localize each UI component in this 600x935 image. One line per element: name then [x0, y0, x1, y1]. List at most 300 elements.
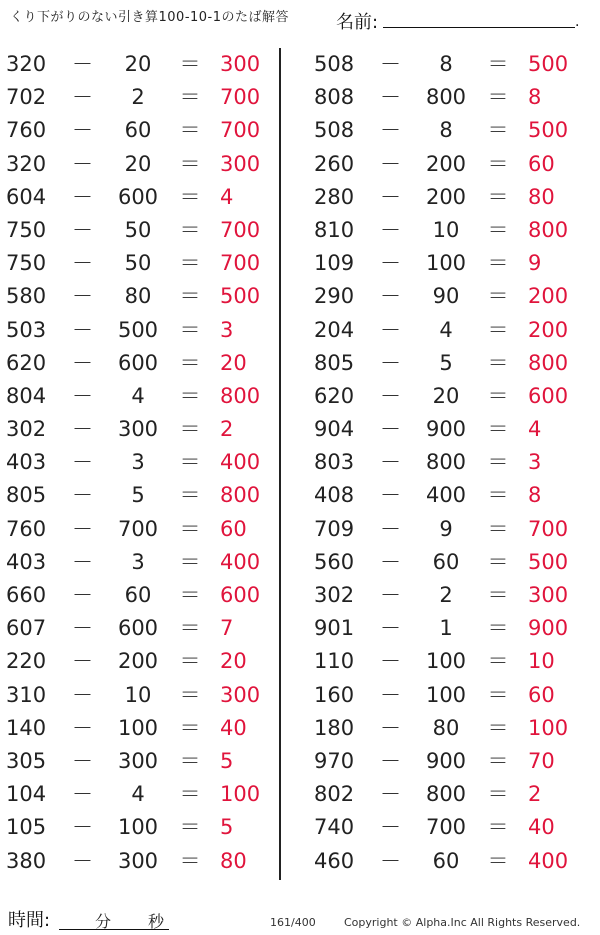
seconds-label: 秒 [148, 912, 165, 931]
equals-sign: ＝ [179, 52, 201, 76]
answer: 600 [220, 583, 261, 607]
minuend: 901 [314, 616, 355, 641]
problem-row [308, 712, 578, 745]
equals-sign: ＝ [179, 217, 201, 242]
equals-sign: ＝ [179, 583, 201, 607]
problem-row [308, 280, 578, 313]
subtrahend: 3 [131, 450, 145, 475]
equals-sign: ＝ [179, 682, 201, 707]
subtrahend: 8 [439, 118, 453, 143]
equals-sign: ＝ [487, 118, 509, 143]
minuend: 305 [6, 748, 47, 773]
subtrahend: 8 [439, 52, 453, 76]
answer: 70 [528, 748, 555, 773]
problem-row [308, 214, 578, 247]
equals-sign: ＝ [487, 184, 509, 209]
answer: 700 [220, 217, 261, 242]
minus-sign: － [72, 549, 93, 574]
answer: 60 [220, 516, 247, 541]
equals-sign: ＝ [487, 848, 509, 873]
problem-row [308, 181, 578, 214]
subtrahend: 100 [117, 815, 159, 840]
equals-sign: ＝ [487, 317, 509, 342]
problem-row [308, 811, 578, 844]
problem-row [308, 745, 578, 778]
equals-sign: ＝ [487, 715, 509, 740]
answer: 2 [528, 782, 542, 807]
minuend: 508 [314, 52, 355, 76]
subtrahend: 4 [439, 317, 453, 342]
minus-sign: － [72, 184, 93, 209]
equals-sign: ＝ [179, 450, 201, 475]
minuend: 104 [6, 782, 47, 807]
equals-sign: ＝ [179, 251, 201, 276]
minus-sign: － [72, 815, 93, 840]
equals-sign: ＝ [487, 85, 509, 110]
equals-sign: ＝ [487, 649, 509, 674]
problem-row [0, 579, 270, 612]
answer: 700 [528, 516, 569, 541]
problem-row [0, 845, 270, 878]
problem-row [0, 380, 270, 413]
minus-sign: － [72, 118, 93, 143]
minus-sign: － [380, 583, 401, 607]
minuend: 560 [314, 549, 355, 574]
problem-row [0, 181, 270, 214]
subtrahend: 600 [117, 616, 159, 641]
equals-sign: ＝ [487, 782, 509, 807]
subtrahend: 60 [432, 848, 460, 873]
equals-sign: ＝ [487, 682, 509, 707]
subtrahend: 60 [124, 583, 152, 607]
answer: 4 [528, 417, 542, 442]
subtrahend: 100 [425, 251, 467, 276]
minuend: 970 [314, 748, 355, 773]
minus-sign: － [72, 383, 93, 408]
subtrahend: 50 [124, 217, 152, 242]
minuend: 803 [314, 450, 355, 475]
subtrahend: 300 [117, 417, 159, 442]
problem-row [0, 778, 270, 811]
subtrahend: 4 [131, 782, 145, 807]
minus-sign: － [72, 782, 93, 807]
answer: 40 [220, 715, 247, 740]
problem-row [308, 479, 578, 512]
minuend: 805 [6, 483, 47, 508]
equals-sign: ＝ [179, 118, 201, 143]
problem-row [0, 81, 270, 114]
answer: 5 [220, 748, 234, 773]
answer: 800 [220, 483, 261, 508]
minus-sign: － [72, 450, 93, 475]
minuend: 760 [6, 516, 47, 541]
minuend: 904 [314, 417, 355, 442]
answer: 60 [528, 151, 555, 176]
answer: 500 [220, 284, 261, 309]
minus-sign: － [380, 450, 401, 475]
subtrahend: 10 [432, 217, 460, 242]
subtrahend: 100 [117, 715, 159, 740]
answer: 300 [220, 52, 261, 76]
problem-row [308, 48, 578, 81]
problem-row [0, 114, 270, 147]
equals-sign: ＝ [487, 350, 509, 375]
problem-row [308, 314, 578, 347]
subtrahend: 60 [432, 549, 460, 574]
minuend: 105 [6, 815, 47, 840]
minus-sign: － [72, 616, 93, 641]
name-field-line[interactable] [383, 27, 575, 28]
subtrahend: 300 [117, 848, 159, 873]
problem-row [0, 280, 270, 313]
equals-sign: ＝ [179, 383, 201, 408]
answer: 4 [220, 184, 234, 209]
minus-sign: － [72, 483, 93, 508]
minus-sign: － [380, 516, 401, 541]
minuend: 805 [314, 350, 355, 375]
problem-row [308, 413, 578, 446]
subtrahend: 60 [124, 118, 152, 143]
subtrahend: 200 [425, 184, 467, 209]
problem-row [0, 214, 270, 247]
problem-row [0, 712, 270, 745]
problem-row [308, 778, 578, 811]
problem-row [308, 81, 578, 114]
problem-row [0, 645, 270, 678]
minuend: 804 [6, 383, 47, 408]
left-problem-column [0, 48, 270, 878]
problem-row [0, 314, 270, 347]
equals-sign: ＝ [487, 748, 509, 773]
answer: 200 [528, 284, 569, 309]
answer: 800 [220, 383, 261, 408]
answer: 300 [528, 583, 569, 607]
subtrahend: 3 [131, 549, 145, 574]
minus-sign: － [380, 85, 401, 110]
equals-sign: ＝ [179, 848, 201, 873]
minus-sign: － [72, 715, 93, 740]
minus-sign: － [72, 251, 93, 276]
problem-row [0, 148, 270, 181]
equals-sign: ＝ [487, 284, 509, 309]
equals-sign: ＝ [487, 616, 509, 641]
problem-row [308, 513, 578, 546]
minuend: 160 [314, 682, 355, 707]
minus-sign: － [72, 151, 93, 176]
equals-sign: ＝ [179, 782, 201, 807]
equals-sign: ＝ [487, 52, 509, 76]
minuend: 740 [314, 815, 355, 840]
problem-row [308, 612, 578, 645]
answer: 500 [528, 52, 569, 76]
minus-sign: － [380, 217, 401, 242]
subtrahend: 200 [117, 649, 159, 674]
minuend: 180 [314, 715, 355, 740]
subtrahend: 50 [124, 251, 152, 276]
minus-sign: － [380, 815, 401, 840]
answer: 8 [528, 483, 542, 508]
minuend: 508 [314, 118, 355, 143]
subtrahend: 500 [117, 317, 159, 342]
equals-sign: ＝ [179, 715, 201, 740]
minuend: 140 [6, 715, 47, 740]
minuend: 604 [6, 184, 47, 209]
subtrahend: 5 [439, 350, 453, 375]
problem-row [0, 612, 270, 645]
minus-sign: － [72, 317, 93, 342]
equals-sign: ＝ [487, 483, 509, 508]
equals-sign: ＝ [487, 251, 509, 276]
minus-sign: － [72, 217, 93, 242]
minuend: 460 [314, 848, 355, 873]
minus-sign: － [380, 350, 401, 375]
minuend: 660 [6, 583, 47, 607]
answer: 300 [220, 682, 261, 707]
minus-sign: － [72, 748, 93, 773]
minus-sign: － [72, 682, 93, 707]
subtrahend: 900 [425, 417, 467, 442]
equals-sign: ＝ [179, 85, 201, 110]
answer: 80 [528, 184, 555, 209]
minus-sign: － [380, 417, 401, 442]
subtrahend: 700 [117, 516, 159, 541]
problem-row [0, 546, 270, 579]
problem-row [308, 148, 578, 181]
subtrahend: 800 [425, 450, 467, 475]
problem-row [308, 546, 578, 579]
minus-sign: － [72, 284, 93, 309]
answer: 100 [220, 782, 261, 807]
minus-sign: － [380, 649, 401, 674]
answer: 800 [528, 217, 569, 242]
answer: 20 [220, 350, 247, 375]
answer: 700 [220, 251, 261, 276]
minus-sign: － [380, 782, 401, 807]
problem-row [308, 380, 578, 413]
problem-row [0, 347, 270, 380]
minuend: 403 [6, 549, 47, 574]
equals-sign: ＝ [179, 649, 201, 674]
equals-sign: ＝ [179, 417, 201, 442]
minuend: 750 [6, 251, 47, 276]
answer: 9 [528, 251, 542, 276]
equals-sign: ＝ [179, 284, 201, 309]
minus-sign: － [72, 350, 93, 375]
minus-sign: － [380, 317, 401, 342]
minus-sign: － [380, 682, 401, 707]
worksheet-title: くり下がりのない引き算100-10-1のたば解答 [10, 10, 290, 25]
page-number: 161/400 [270, 916, 316, 929]
subtrahend: 600 [117, 350, 159, 375]
minuend: 750 [6, 217, 47, 242]
problem-row [0, 679, 270, 712]
problem-row [0, 48, 270, 81]
copyright-notice: Copyright © Alpha.Inc All Rights Reserved. [344, 916, 581, 929]
minuend: 709 [314, 516, 355, 541]
minutes-label: 分 [95, 912, 112, 931]
right-problem-column [308, 48, 578, 878]
answer: 400 [220, 450, 261, 475]
minus-sign: － [380, 251, 401, 276]
problem-row [0, 446, 270, 479]
subtrahend: 9 [439, 516, 453, 541]
answer: 100 [528, 715, 569, 740]
minus-sign: － [380, 483, 401, 508]
answer: 7 [220, 616, 234, 641]
answer: 500 [528, 118, 569, 143]
minus-sign: － [380, 184, 401, 209]
answer: 400 [220, 549, 261, 574]
equals-sign: ＝ [487, 815, 509, 840]
equals-sign: ＝ [487, 583, 509, 607]
equals-sign: ＝ [179, 616, 201, 641]
answer: 60 [528, 682, 555, 707]
equals-sign: ＝ [487, 151, 509, 176]
subtrahend: 600 [117, 184, 159, 209]
minuend: 810 [314, 217, 355, 242]
answer: 700 [220, 118, 261, 143]
minus-sign: － [72, 52, 93, 76]
minus-sign: － [380, 151, 401, 176]
minus-sign: － [72, 417, 93, 442]
answer: 400 [528, 848, 569, 873]
problem-row [0, 811, 270, 844]
minuend: 280 [314, 184, 355, 209]
problem-row [308, 579, 578, 612]
problem-row [0, 247, 270, 280]
answer: 20 [220, 649, 247, 674]
answer: 10 [528, 649, 555, 674]
minus-sign: － [380, 848, 401, 873]
minuend: 320 [6, 151, 47, 176]
equals-sign: ＝ [179, 815, 201, 840]
equals-sign: ＝ [179, 748, 201, 773]
answer: 800 [528, 350, 569, 375]
column-divider [279, 48, 281, 880]
minus-sign: － [380, 549, 401, 574]
problem-row [0, 513, 270, 546]
answer: 5 [220, 815, 234, 840]
minus-sign: － [380, 284, 401, 309]
problem-row [308, 446, 578, 479]
minus-sign: － [72, 583, 93, 607]
problem-row [0, 413, 270, 446]
subtrahend: 300 [117, 748, 159, 773]
minuend: 109 [314, 251, 355, 276]
minus-sign: － [380, 715, 401, 740]
minus-sign: － [380, 52, 401, 76]
subtrahend: 20 [124, 151, 152, 176]
subtrahend: 80 [432, 715, 460, 740]
subtrahend: 800 [425, 782, 467, 807]
subtrahend: 4 [131, 383, 145, 408]
minuend: 580 [6, 284, 47, 309]
answer: 3 [528, 450, 542, 475]
subtrahend: 20 [432, 383, 460, 408]
subtrahend: 100 [425, 649, 467, 674]
equals-sign: ＝ [487, 516, 509, 541]
subtrahend: 90 [432, 284, 460, 309]
problem-row [308, 845, 578, 878]
subtrahend: 20 [124, 52, 152, 76]
equals-sign: ＝ [179, 516, 201, 541]
minuend: 503 [6, 317, 47, 342]
minus-sign: － [72, 516, 93, 541]
subtrahend: 900 [425, 748, 467, 773]
minuend: 607 [6, 616, 47, 641]
subtrahend: 400 [425, 483, 467, 508]
subtrahend: 2 [439, 583, 453, 607]
subtrahend: 1 [439, 616, 453, 641]
equals-sign: ＝ [179, 184, 201, 209]
equals-sign: ＝ [179, 151, 201, 176]
minus-sign: － [380, 383, 401, 408]
minuend: 620 [314, 383, 355, 408]
minuend: 380 [6, 848, 47, 873]
subtrahend: 200 [425, 151, 467, 176]
minuend: 290 [314, 284, 355, 309]
answer: 600 [528, 383, 569, 408]
minus-sign: － [380, 616, 401, 641]
answer: 900 [528, 616, 569, 641]
minuend: 220 [6, 649, 47, 674]
equals-sign: ＝ [179, 317, 201, 342]
minuend: 408 [314, 483, 355, 508]
minuend: 403 [6, 450, 47, 475]
minus-sign: － [72, 848, 93, 873]
problem-row [308, 247, 578, 280]
problem-row [308, 347, 578, 380]
problem-row [308, 114, 578, 147]
minuend: 204 [314, 317, 355, 342]
minuend: 808 [314, 85, 355, 110]
subtrahend: 100 [425, 682, 467, 707]
answer: 700 [220, 85, 261, 110]
subtrahend: 10 [124, 682, 152, 707]
answer: 500 [528, 549, 569, 574]
minuend: 260 [314, 151, 355, 176]
equals-sign: ＝ [487, 417, 509, 442]
equals-sign: ＝ [179, 549, 201, 574]
time-label: 時間: [8, 910, 51, 931]
subtrahend: 2 [131, 85, 145, 110]
minuend: 110 [314, 649, 355, 674]
minuend: 620 [6, 350, 47, 375]
subtrahend: 80 [124, 284, 152, 309]
minuend: 302 [314, 583, 355, 607]
minuend: 302 [6, 417, 47, 442]
minuend: 760 [6, 118, 47, 143]
answer: 2 [220, 417, 234, 442]
problem-row [0, 745, 270, 778]
problem-row [308, 679, 578, 712]
answer: 40 [528, 815, 555, 840]
answer: 8 [528, 85, 542, 110]
subtrahend: 800 [425, 85, 467, 110]
subtrahend: 5 [131, 483, 145, 508]
minuend: 320 [6, 52, 47, 76]
answer: 300 [220, 151, 261, 176]
minuend: 702 [6, 85, 47, 110]
minus-sign: － [72, 85, 93, 110]
equals-sign: ＝ [487, 549, 509, 574]
subtrahend: 700 [425, 815, 467, 840]
answer: 80 [220, 848, 247, 873]
name-end-dot: . [575, 14, 580, 30]
equals-sign: ＝ [487, 383, 509, 408]
answer: 3 [220, 317, 234, 342]
minuend: 802 [314, 782, 355, 807]
